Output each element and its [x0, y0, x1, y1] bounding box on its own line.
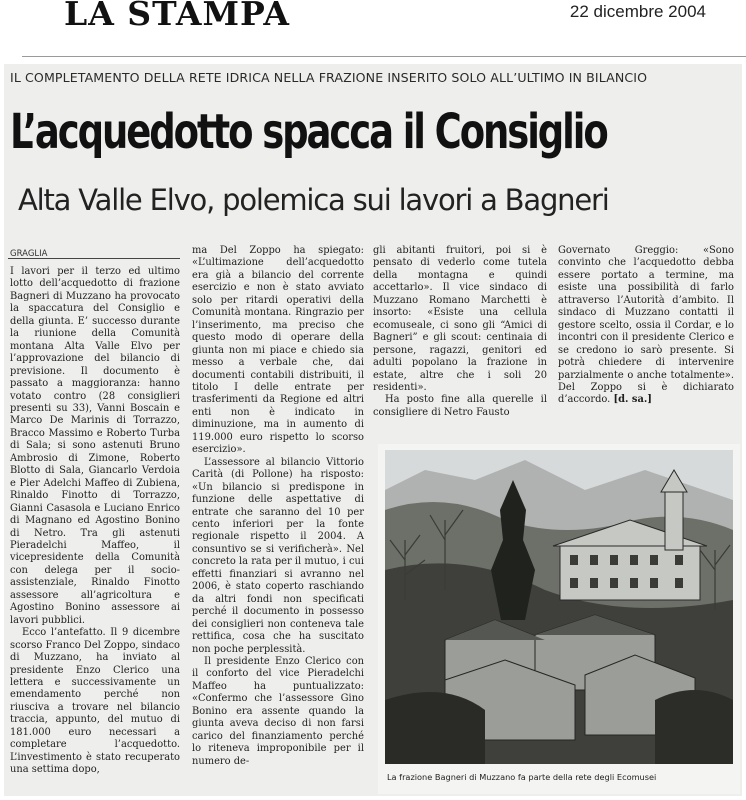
column-2-paragraph-1: ma Del Zoppo ha spiegato: «L’ultimazione dell’acquedotto era già a bilancio del corrente esercizio e non è stato avviato solo per ritardi operativi della Comunità montana. Ringrazio per l’inserimento, ma preciso che questo modo di operare della giunta non mi piace e chiedo sia messo a verbale che, dai documenti contabili distribuiti, il titolo I delle entrate per trasferimenti da Regione ed altri enti non è indicato in diminuzione, ma in aumento di 119.000 euro rispetto lo scorso esercizio». — [192, 245, 364, 456]
author-signature: [d. sa.] — [613, 394, 652, 406]
article-column-2 — [192, 245, 364, 768]
article-kicker: IL COMPLETAMENTO DELLA RETE IDRICA NELLA FRAZIONE INSERITO SOLO ALL’ULTIMO IN BILANCIO — [10, 70, 648, 85]
village-photo — [385, 450, 733, 764]
photo-frame — [378, 444, 740, 794]
column-1-paragraph-2: Ecco l’antefatto. Il 9 dicembre scorso Franco Del Zoppo, sindaco di Muzzano, ha inviato al presidente Enzo Clerico una lettera e successivamente un emendamento perché non riusciva a trovare nel bilancio traccia, appunto, del mutuo di 181.000 euro necessari a completare l’acquedotto. L’investimento è stato recuperato una settima dopo, — [10, 627, 180, 776]
column-1-paragraph-1: I lavori per il terzo ed ultimo lotto dell’acquedotto di frazione Bagneri di Muzzano ha provocato la spaccatura del Consiglio e della giunta. E’ successo durante la riunione della Comunità montana Alta Valle Elvo per l’approvazione del bilancio di previsione. Il documento è passato a maggioranza: hanno votato contro (28 consiglieri presenti su 33), Vanni Boscain e Marco De Marinis di Torrazzo, Bracco Massimo e Roberto Turba di Sala; si sono astenuti Bruno Ambrosio di Zimone, Roberto Blotto di Sala, Giancarlo Verdoia e Pier Adelchi Maffeo di Zubiena, Rinaldo Finotto di Torrazzo, Gianni Casasola e Luciano Enrico di Magnano ed Agostino Bonino di Netro. Tra gli astenuti Pieradelchi Maffeo, il vicepresidente della Comunità con delega per il socio-assistenziale, Rinaldo Finotto assessore all’agricoltura e Agostino Bonino assessore ai lavori pubblici. — [10, 266, 180, 626]
article-column-1 — [10, 266, 180, 777]
newspaper-logo: LA STAMPA — [64, 0, 291, 33]
column-2-paragraph-2: L’assessore al bilancio Vittorio Carità (di Pollone) ha risposto: «Un bilancio si predispone in funzione delle aspettative di entrate che saranno del 10 per cento inferiori per la fonte regionale rispetto il 2004. A consuntivo se si verificherà». Nel concreto la rata per il mutuo, i cui effetti finanziari si avranno nel 2006, è stato coperto raschiando da altri fondi non specificati perché il documento in possesso dei consiglieri non conteneva tale rettifica, cosa che ha suscitato non poche perplessità. — [192, 456, 364, 655]
column-2-paragraph-3: Il presidente Enzo Clerico con il conforto del vice Pieradelchi Maffeo ha puntualizzato: «Confermo che l’assessore Gino Bonino era assente quando la giunta aveva deciso di non farsi carico del finanziamento perché lo riteneva improponibile per il numero de- — [192, 655, 364, 767]
column-4-text: Governato Greggio: «Sono convinto che l’acquedotto debba essere portato a termine, ma esiste una possibilità di farlo attraverso l’Autorità d’ambito. Il sindaco di Muzzano contatti il gestore scelto, ossia il Cordar, e lo incontri con il presidente Clerico e se credono io sarò presente. Si potrà chiedere di intervenire parzialmente o anche totalmente». Del Zoppo si è dichiarato d’accordo. — [558, 245, 734, 406]
article-dateline: GRAGLIA — [10, 249, 48, 259]
article-subhead: Alta Valle Elvo, polemica sui lavori a Bagneri — [18, 183, 609, 217]
photo-caption: La frazione Bagneri di Muzzano fa parte della rete degli Ecomusei — [387, 772, 657, 782]
column-3-paragraph-1: gli abitanti fruitori, poi si è pensato di vederlo come tutela della montagna e quindi accettarlo». Il vice sindaco di Muzzano Romano Marchetti è insorto: «Esiste una cellula ecomuseale, ci sono gli “Amici di Bagneri” e gli scout: centinaia di persone, ragazzi, genitori ed adulti popolano la frazione in estate, altre che i soli 20 residenti». — [373, 245, 547, 393]
dateline-rule — [8, 258, 180, 259]
article-column-3 — [373, 245, 547, 419]
masthead — [22, 0, 746, 57]
column-4-paragraph-1 — [558, 245, 734, 407]
publication-date: 22 dicembre 2004 — [569, 2, 706, 21]
column-3-paragraph-2: Ha posto fine alla querelle il consigliere di Netro Fausto — [373, 394, 547, 418]
article-column-4 — [558, 245, 734, 407]
article-headline: L’acquedotto spacca il Consiglio — [10, 104, 607, 160]
